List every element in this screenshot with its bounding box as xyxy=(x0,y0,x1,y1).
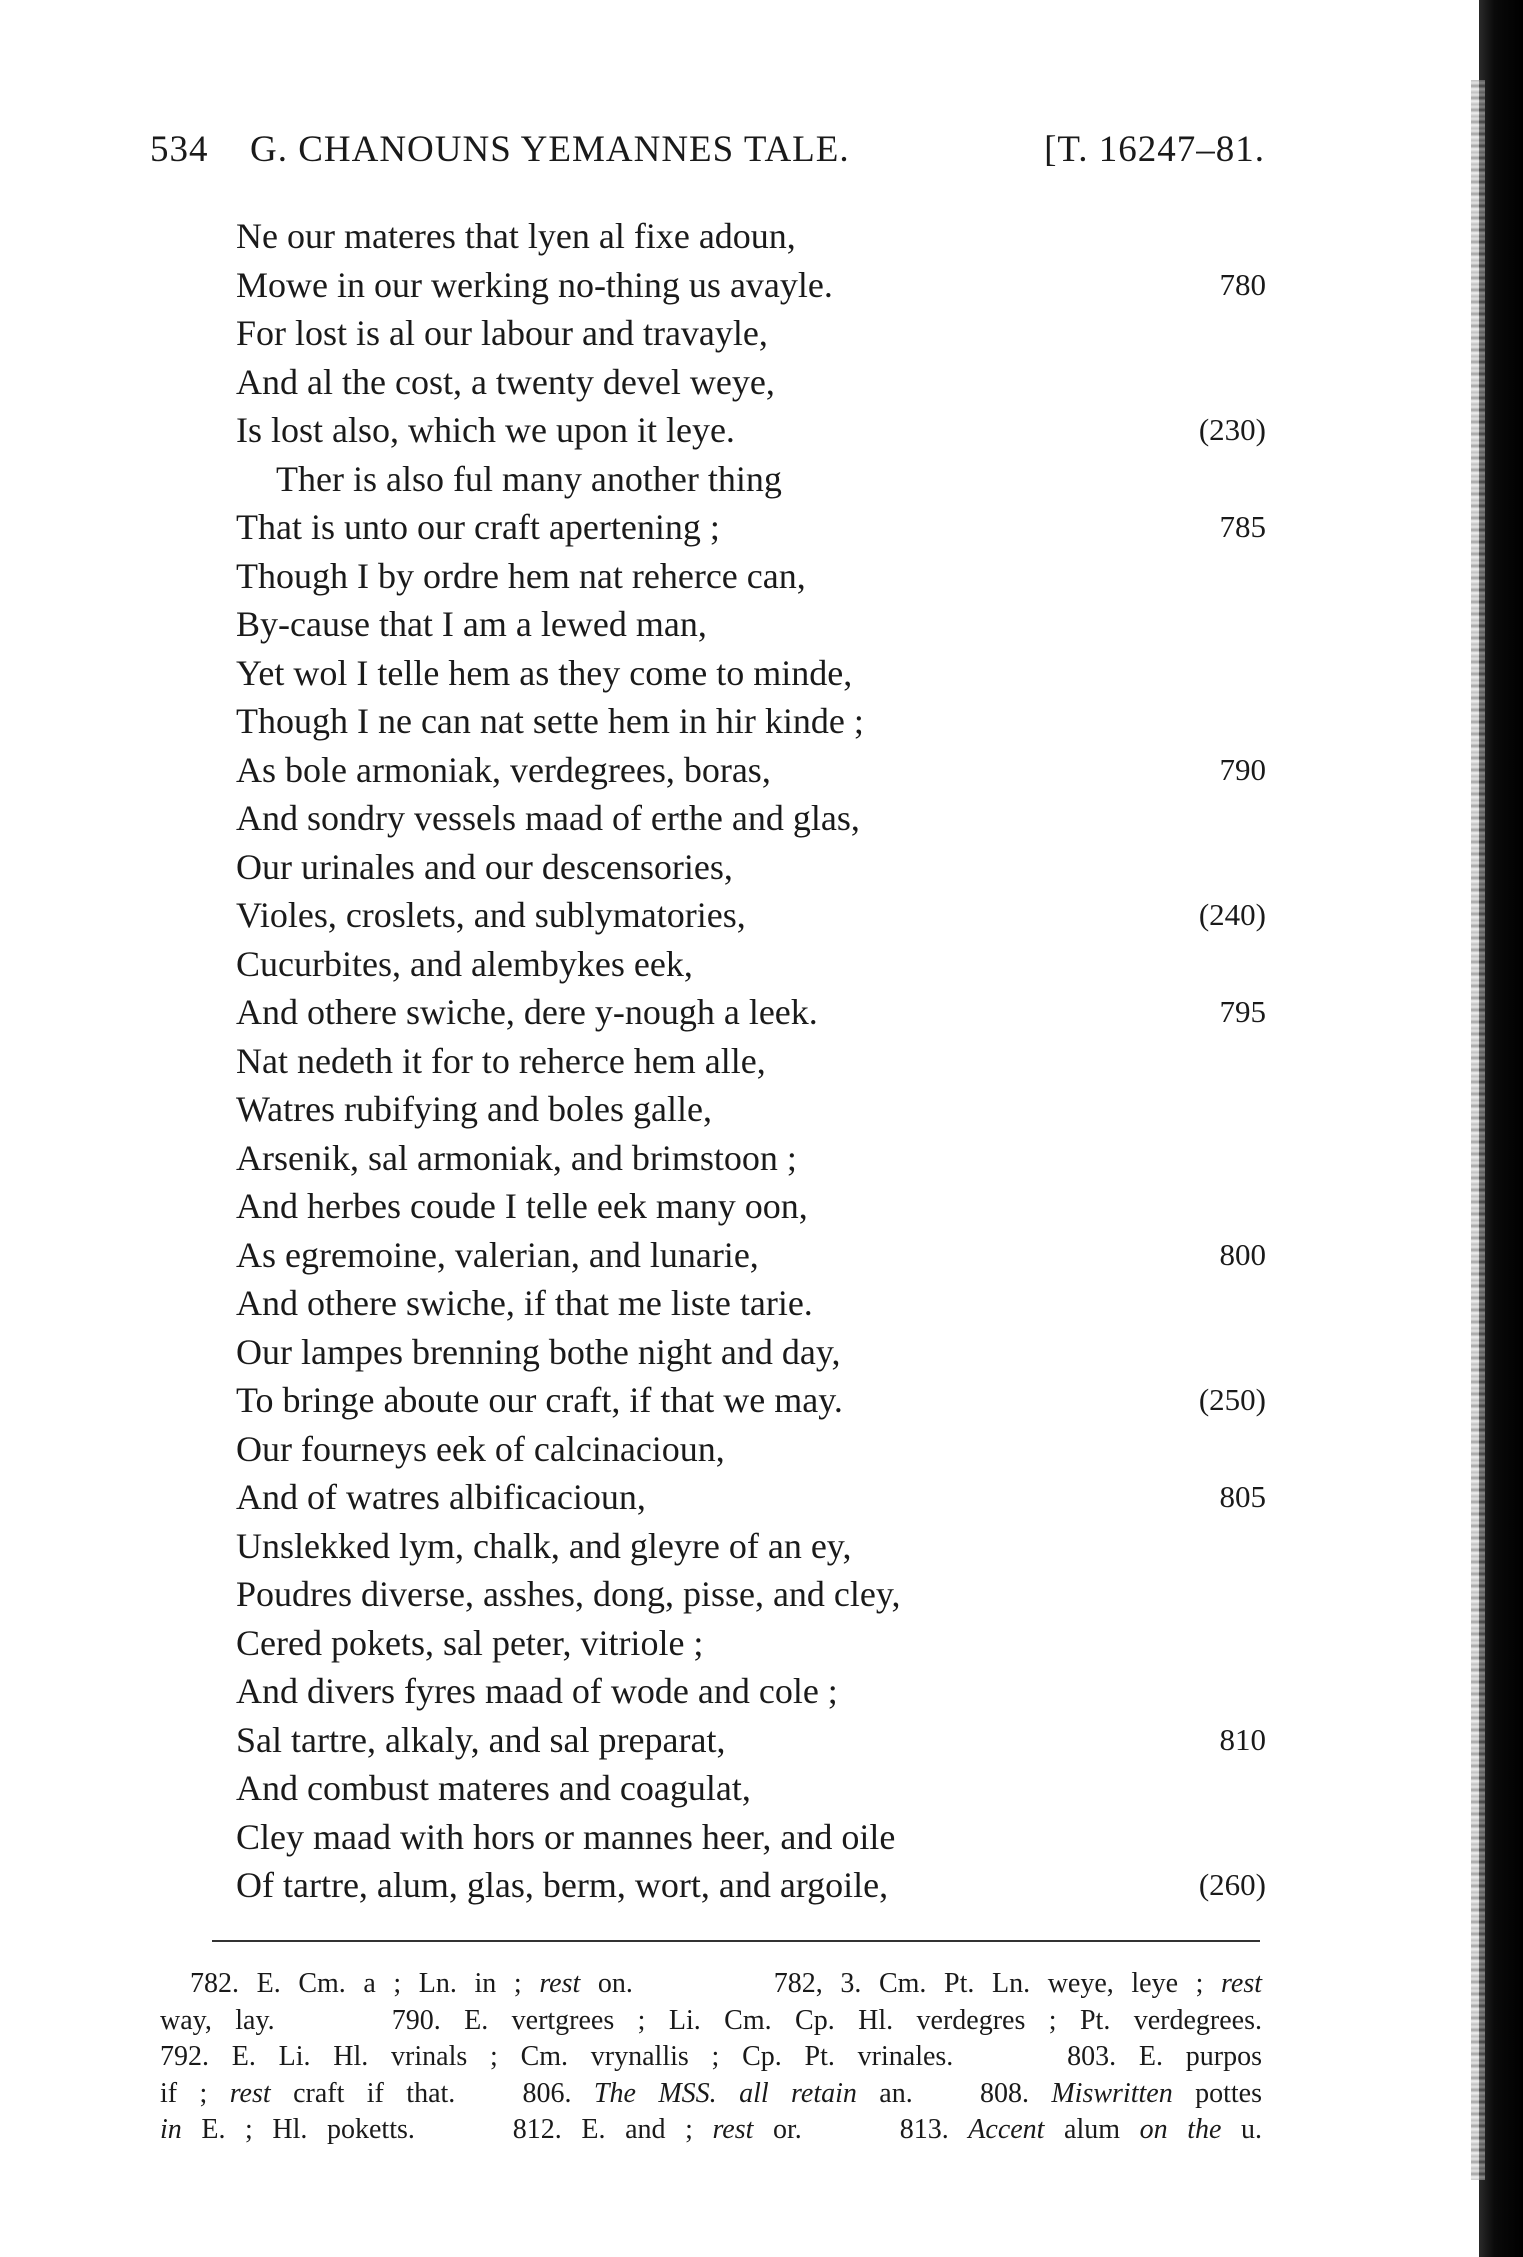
verse-text: Our fourneys eek of calcinacioun, xyxy=(236,1428,725,1469)
verse-text: Our urinales and our descensories, xyxy=(236,846,733,887)
verse-text: Ne our materes that lyen al fixe adoun, xyxy=(236,216,796,256)
footnote-text: 782. E. Cm. a ; Ln. in ; xyxy=(190,1968,540,1999)
verse-text: For lost is al our labour and travayle, xyxy=(236,313,768,353)
footnote-italic: in xyxy=(160,2114,182,2145)
verse-line xyxy=(236,503,1266,552)
footnote-text: on. 782, 3. Cm. Pt. Ln. weye, leye ; xyxy=(580,1968,1222,1999)
page-title: G. CHANOUNS YEMANNES TALE. xyxy=(250,129,850,170)
verse-text: Our lampes brenning bothe night and day, xyxy=(236,1331,841,1372)
line-number: 780 xyxy=(1219,266,1266,302)
footnote-text: if ; xyxy=(160,2077,230,2109)
page-number: 534 xyxy=(150,129,209,170)
verse-line xyxy=(236,1376,1266,1425)
verse-line xyxy=(236,1570,1266,1619)
verse-line xyxy=(236,1279,1266,1328)
verse-text: And othere swiche, if that me liste tarie. xyxy=(236,1283,813,1323)
verse-text: Cucurbites, and alembykes eek, xyxy=(236,943,693,984)
verse-block xyxy=(236,212,1266,1910)
footnote-italic: Miswritten xyxy=(1051,2077,1173,2109)
verse-line xyxy=(236,1037,1266,1086)
footnote-italic: rest xyxy=(229,2077,271,2109)
footnotes xyxy=(160,1966,1262,2149)
verse-line xyxy=(236,794,1266,843)
verse-text: Unslekked lym, chalk, and gleyre of an ey, xyxy=(236,1525,852,1566)
verse-text: And othere swiche, dere y-nough a leek. xyxy=(236,992,818,1032)
footnote-text: 792. E. Li. Hl. vrinals ; Cm. vrynallis ; Cp. Pt. vrinales. 803. E. purpos xyxy=(160,2041,1262,2072)
footnote-text: way, lay. 790. E. vertgrees ; Li. Cm. Cp. Hl. verdegres ; Pt. verdegrees. xyxy=(160,2004,1262,2036)
verse-line xyxy=(236,843,1266,892)
verse-text: As bole armoniak, verdegrees, boras, xyxy=(236,749,771,790)
verse-line xyxy=(236,1764,1266,1813)
verse-text: By-cause that I am a lewed man, xyxy=(236,604,707,644)
line-number: 790 xyxy=(1219,751,1266,787)
line-number: 810 xyxy=(1219,1721,1266,1757)
verse-text: Violes, croslets, and sublymatories, xyxy=(236,895,746,935)
verse-line xyxy=(236,649,1266,698)
verse-line xyxy=(236,212,1266,261)
footnote-line xyxy=(160,2003,1262,2040)
verse-text: And herbes coude I telle eek many oon, xyxy=(236,1186,808,1226)
footnote-line xyxy=(160,2076,1262,2113)
scan-edge xyxy=(1479,0,1523,2257)
verse-text: And sondry vessels maad of erthe and glas, xyxy=(236,798,860,838)
verse-line xyxy=(236,1716,1266,1765)
verse-line xyxy=(236,746,1266,795)
verse-line xyxy=(236,406,1266,455)
running-header xyxy=(150,128,1265,188)
verse-text: Cered pokets, sal peter, vitriole ; xyxy=(236,1622,704,1663)
line-number: 785 xyxy=(1219,509,1266,544)
line-number: (250) xyxy=(1198,1382,1266,1417)
verse-line xyxy=(236,1813,1266,1862)
verse-line xyxy=(236,1861,1266,1910)
verse-text: Though I by ordre hem nat reherce can, xyxy=(236,555,806,596)
footnote-line xyxy=(160,2039,1262,2076)
footnote-italic: Accent xyxy=(968,2114,1045,2145)
footnote-text: alum xyxy=(1044,2114,1140,2145)
footnote-text: E. ; Hl. poketts. 812. E. and ; xyxy=(181,2114,713,2145)
verse-text: To bringe aboute our craft, if that we may. xyxy=(236,1380,843,1420)
line-number: 805 xyxy=(1219,1479,1266,1514)
footnote-italic: rest xyxy=(712,2114,754,2145)
verse-line xyxy=(236,1522,1266,1571)
verse-text: And of watres albificacioun, xyxy=(236,1477,646,1517)
line-number: (230) xyxy=(1198,412,1266,447)
verse-line xyxy=(236,552,1266,601)
verse-line xyxy=(236,988,1266,1037)
footnote-text: an. 808. xyxy=(856,2077,1052,2109)
verse-text: Of tartre, alum, glas, berm, wort, and argoile, xyxy=(236,1865,889,1905)
verse-text: That is unto our craft apertening ; xyxy=(236,507,720,547)
verse-text: And divers fyres maad of wode and cole ; xyxy=(236,1671,838,1711)
footnote-rule xyxy=(212,1940,1260,1942)
verse-text: Nat nedeth it for to reherce hem alle, xyxy=(236,1040,766,1081)
line-number: 800 xyxy=(1219,1236,1266,1272)
verse-line xyxy=(236,1425,1266,1474)
verse-text: And al the cost, a twenty devel weye, xyxy=(236,361,775,402)
verse-line xyxy=(236,455,1266,504)
line-reference: [T. 16247–81. xyxy=(1044,129,1265,170)
verse-line xyxy=(236,358,1266,407)
footnote-text: pottes xyxy=(1172,2077,1262,2109)
verse-text: Poudres diverse, asshes, dong, pisse, and cley, xyxy=(236,1574,901,1614)
verse-line xyxy=(236,940,1266,989)
footnote-text: or. 813. xyxy=(753,2114,969,2145)
verse-line xyxy=(236,309,1266,358)
footnote-italic: rest xyxy=(1221,1968,1262,1999)
footnote-italic: on the xyxy=(1139,2114,1222,2145)
footnote-italic: rest xyxy=(539,1968,581,1999)
verse-text: Sal tartre, alkaly, and sal preparat, xyxy=(236,1719,726,1760)
verse-text: Watres rubifying and boles galle, xyxy=(236,1089,712,1129)
verse-text: Ther is also ful many another thing xyxy=(276,458,782,499)
verse-text: Cley maad with hors or mannes heer, and oile xyxy=(236,1816,896,1857)
footnote-italic: The MSS. all retain xyxy=(593,2077,857,2109)
verse-line xyxy=(236,1085,1266,1134)
verse-line xyxy=(236,1328,1266,1377)
footnote-line xyxy=(160,1966,1262,2003)
verse-line xyxy=(236,1619,1266,1668)
verse-line xyxy=(236,1667,1266,1716)
verse-text: As egremoine, valerian, and lunarie, xyxy=(236,1234,759,1275)
verse-line xyxy=(236,697,1266,746)
verse-text: Though I ne can nat sette hem in hir kinde ; xyxy=(236,701,864,741)
footnote-text: craft if that. 806. xyxy=(270,2077,594,2109)
line-number: 795 xyxy=(1219,994,1266,1029)
verse-text: Yet wol I telle hem as they come to minde, xyxy=(236,652,853,693)
verse-line xyxy=(236,1182,1266,1231)
verse-line xyxy=(236,1231,1266,1280)
verse-text: Arsenik, sal armoniak, and brimstoon ; xyxy=(236,1137,797,1178)
line-number: (260) xyxy=(1198,1867,1266,1902)
verse-line xyxy=(236,1473,1266,1522)
verse-text: Mowe in our werking no-thing us avayle. xyxy=(236,264,833,305)
verse-line xyxy=(236,261,1266,310)
page-edge-fray xyxy=(1471,80,1485,2180)
footnote-text: u. xyxy=(1221,2114,1263,2145)
verse-line xyxy=(236,600,1266,649)
footnote-line xyxy=(160,2112,1262,2149)
verse-text: And combust materes and coagulat, xyxy=(236,1768,751,1808)
verse-text: Is lost also, which we upon it leye. xyxy=(236,410,735,450)
line-number: (240) xyxy=(1198,897,1266,932)
verse-line xyxy=(236,891,1266,940)
verse-line xyxy=(236,1134,1266,1183)
